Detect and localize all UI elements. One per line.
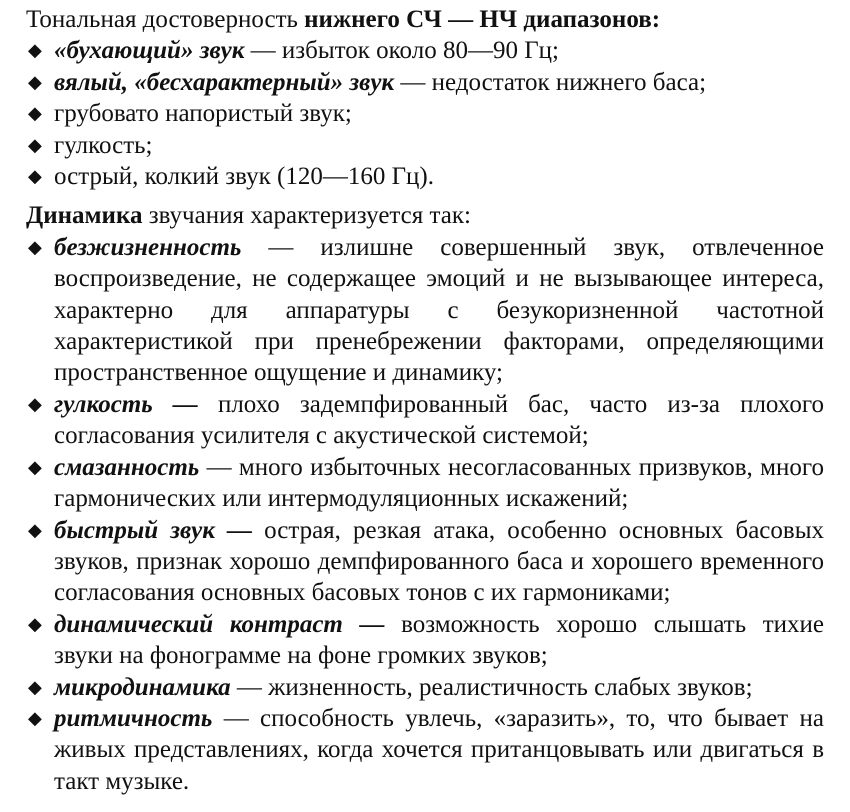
bullet-icon: ◆ xyxy=(28,166,42,187)
list-item xyxy=(26,67,824,98)
item-term: быстрый звук — xyxy=(54,516,253,544)
bullet-icon: ◆ xyxy=(28,236,42,257)
dynamics-list xyxy=(26,232,824,797)
item-term: ритмичность xyxy=(54,704,213,732)
item-text: — излишне совершенный звук, отвлеченное воспроизведение, не содержащее эмоций и не вызывающее интереса, характерно для аппаратуры с безукоризненной частотной характеристикой при пренебрежении факторами, определяющими пространственное ощущение и динамику; xyxy=(54,233,824,387)
item-text: острая, резкая атака, особенно основных басовых звуков, признак хорошо демпфированного баса и хорошего временного согласования основных басовых тонов с их гармониками; xyxy=(54,516,824,607)
list-item xyxy=(26,389,824,452)
bullet-icon: ◆ xyxy=(28,676,42,697)
list-item xyxy=(26,515,824,609)
item-text: плохо задемпфированный бас, часто из-за плохого согласования усилителя с акустической системой; xyxy=(54,390,824,450)
item-term: безжизненность xyxy=(54,233,242,261)
bullet-icon: ◆ xyxy=(28,519,42,540)
heading-bold: Динамика xyxy=(26,202,143,230)
list-item xyxy=(26,609,824,672)
list-item xyxy=(26,98,824,129)
section-heading-dynamics xyxy=(26,200,824,231)
item-text: грубовато напористый звук; xyxy=(54,100,352,128)
item-text: — способность увлечь, «заразить», то, что бывает на живых представлениях, когда хочется пританцовывать или двигаться в такт музыке. xyxy=(54,704,824,795)
bullet-icon: ◆ xyxy=(28,456,42,477)
item-text: — много избыточных несогласованных призвуков, много гармонических или интермодуляционных искажений; xyxy=(54,453,824,513)
item-term: гулкость — xyxy=(54,390,198,418)
bullet-icon: ◆ xyxy=(28,71,42,92)
list-item xyxy=(26,130,824,161)
item-term: вялый, «бесхарактерный» звук xyxy=(54,68,395,96)
list-item xyxy=(26,672,824,703)
bullet-icon: ◆ xyxy=(28,103,42,124)
item-term: «бухающий» звук xyxy=(54,37,245,65)
item-term: динамический контраст — xyxy=(54,610,385,638)
bullet-icon: ◆ xyxy=(28,134,42,155)
heading-prefix: Тональная достоверность xyxy=(26,6,305,33)
bullet-icon: ◆ xyxy=(28,613,42,634)
item-text: — избыток около 80—90 Гц; xyxy=(244,37,559,65)
heading-rest: звучания характеризуется так: xyxy=(142,202,471,230)
item-text: гулкость; xyxy=(54,131,153,159)
list-item xyxy=(26,703,824,797)
item-text: острый, колкий звук (120—160 Гц). xyxy=(54,163,435,191)
bullet-icon: ◆ xyxy=(28,393,42,414)
item-term: смазанность xyxy=(54,453,200,481)
bullet-icon: ◆ xyxy=(28,707,42,728)
item-term: микродинамика xyxy=(54,673,231,701)
item-text: — недостаток нижнего баса; xyxy=(394,68,707,96)
list-item xyxy=(26,161,824,192)
tonal-list xyxy=(26,35,824,192)
item-text: — жизненность, реалистичность слабых звуков; xyxy=(230,673,753,701)
section-heading-tonal xyxy=(26,4,824,35)
heading-bold: нижнего СЧ — НЧ диапазонов: xyxy=(304,6,661,33)
list-item xyxy=(26,232,824,389)
item-text: возможность хорошо слышать тихие звуки на фонограмме на фоне громких звуков; xyxy=(54,610,824,670)
section-spacer xyxy=(26,192,824,200)
list-item xyxy=(26,452,824,515)
list-item xyxy=(26,35,824,66)
bullet-icon: ◆ xyxy=(28,40,42,61)
